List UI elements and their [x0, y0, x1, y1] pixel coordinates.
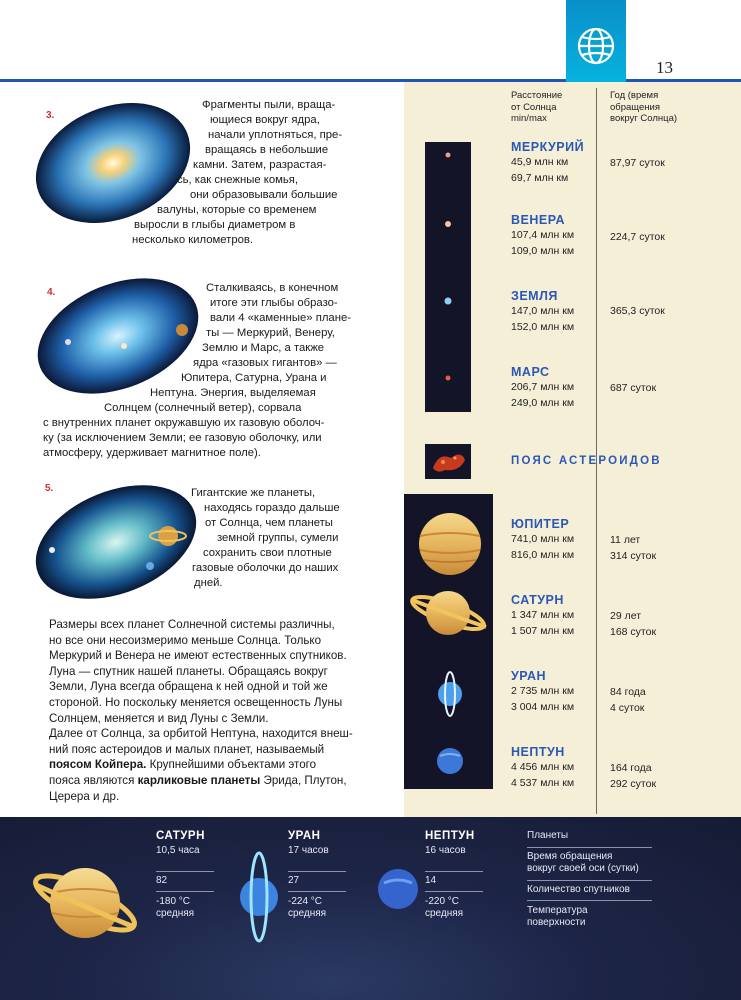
distance-max: 1 507 млн км — [511, 625, 575, 637]
rotation-period: 10,5 часа — [156, 845, 200, 856]
text-line: Солнцем (солнечный ветер), сорвала — [104, 402, 302, 414]
col-header-distance — [511, 90, 562, 125]
distance-max: 249,0 млн км — [511, 397, 575, 409]
asteroid-belt-label: ПОЯС АСТЕРОИДОВ — [511, 455, 662, 467]
orbital-period-uranus — [610, 684, 646, 716]
period-days: 4 суток — [610, 702, 645, 714]
uranus-facts — [288, 830, 346, 920]
neptune-icon — [437, 748, 463, 774]
period-days: 168 суток — [610, 626, 657, 638]
text-line: камни. Затем, разрастая- — [193, 159, 327, 171]
text-line: вращаясь в небольшие — [205, 144, 329, 156]
text-line: Церера и др. — [49, 789, 120, 803]
step-4-text — [0, 281, 420, 461]
distance-min: 147,0 млн км — [511, 305, 575, 317]
distance-min: 741,0 млн км — [511, 533, 575, 545]
text-line: с внутренних планет окружавшую их газовую оболоч- — [43, 417, 325, 429]
header-line: Расстояние — [511, 90, 563, 101]
planet-name: САТУРН — [156, 830, 205, 842]
text-line: Солнцем, меняется и вид Луны с Земли. — [49, 711, 269, 725]
uranus-large-icon — [236, 847, 282, 947]
text-line: ядра «газовых гигантов» — — [193, 357, 337, 369]
saturn-facts — [156, 830, 214, 920]
neptune-facts — [425, 830, 483, 920]
moons-count: 14 — [425, 875, 437, 886]
distance-max: 4 537 млн км — [511, 777, 575, 789]
body-paragraph — [49, 617, 404, 804]
planet-row-mars — [511, 365, 574, 411]
text-line: Юпитера, Сатурна, Урана и — [181, 372, 327, 384]
mars-dot — [446, 376, 451, 381]
rotation-period: 17 часов — [288, 845, 329, 856]
text-line: ку (за исключением Земли; ее газовую оболочку, или — [43, 432, 322, 444]
header-line: от Солнца — [511, 101, 557, 113]
period-days: 292 суток — [610, 778, 657, 790]
distance-min: 1 347 млн км — [511, 609, 575, 621]
text-line: валуны, которые со временем — [157, 204, 317, 216]
temperature-note: средняя — [425, 908, 464, 919]
divider — [425, 891, 483, 892]
text-line: начали уплотняться, пре- — [208, 129, 343, 141]
text-line: ющиеся вокруг ядра, — [210, 114, 320, 126]
divider — [425, 871, 483, 872]
distance-max: 3 004 млн км — [511, 701, 575, 713]
neptune-large-icon — [376, 867, 420, 911]
planet-name: ЮПИТЕР — [511, 517, 570, 531]
period-years: 29 лет — [610, 610, 642, 622]
text-line: несколько километров. — [132, 234, 254, 246]
planet-name: УРАН — [288, 830, 321, 842]
step-number-3: 3. — [46, 110, 55, 121]
text-line: стороной. Но поскольку меняется освещенность Луны — [49, 695, 343, 709]
period-years: 11 лет — [610, 534, 641, 546]
text-line: ний пояс астероидов и малых планет, называемый — [49, 742, 325, 756]
orbital-period: 687 суток — [610, 382, 657, 394]
page-number: 13 — [656, 58, 673, 77]
text-line: но все они несоизмеримо меньше Солнца. Только — [49, 633, 322, 647]
planet-name: ВЕНЕРА — [511, 213, 565, 227]
period-years: 164 года — [610, 762, 652, 774]
temperature-note: средняя — [288, 908, 327, 919]
text-line: итоге эти глыбы образо- — [210, 297, 338, 309]
text-fragment: пояса являются — [49, 773, 138, 787]
text-fragment: Эрида, Плутон, — [260, 773, 347, 787]
divider — [527, 847, 652, 848]
planet-name: УРАН — [511, 669, 547, 683]
moons-count: 82 — [156, 875, 168, 886]
text-line: Далее от Солнца, за орбитой Нептуна, находится внеш- — [49, 727, 353, 741]
distance-min: 107,4 млн км — [511, 229, 575, 241]
divider — [288, 891, 346, 892]
col-header-year — [610, 90, 677, 125]
text-line: Нептуна. Энергия, выделяемая — [150, 387, 316, 399]
divider — [527, 880, 652, 881]
moons-count: 27 — [288, 875, 300, 886]
text-line: Луна — спутник нашей планеты. Обращаясь вокруг — [49, 664, 328, 678]
header-line: min/max — [511, 113, 547, 124]
temperature: -180 °С — [156, 896, 191, 907]
temperature-note: средняя — [156, 908, 195, 919]
jupiter-icon — [419, 513, 481, 575]
divider — [288, 871, 346, 872]
uranus-icon — [438, 672, 462, 716]
section-tab — [566, 0, 626, 82]
header-line: Год (время — [610, 90, 659, 101]
step-number-5: 5. — [45, 483, 54, 494]
planet-row-saturn — [511, 593, 574, 639]
step-5-text — [0, 486, 420, 591]
planet-row-mercury — [511, 140, 584, 186]
distance-min: 4 456 млн км — [511, 761, 575, 773]
orbital-period-neptune — [610, 760, 656, 792]
planet-row-uranus — [511, 669, 574, 715]
distance-max: 816,0 млн км — [511, 549, 575, 561]
dwarf-planets-term: карликовые планеты — [137, 773, 261, 787]
planet-name: МАРС — [511, 365, 550, 379]
planet-name: МЕРКУРИЙ — [511, 140, 585, 154]
saturn-icon — [409, 591, 487, 636]
text-line: сь, как снежные комья, — [177, 174, 299, 186]
inner-planets-strip — [425, 142, 471, 412]
distance-min: 2 735 млн км — [511, 685, 575, 697]
planet-row-jupiter — [511, 517, 574, 563]
divider — [156, 871, 214, 872]
text-line: атмосферу, удерживает магнитное поле). — [43, 447, 261, 459]
distance-max: 109,0 млн км — [511, 245, 575, 257]
step-number-4: 4. — [47, 287, 56, 298]
distance-min: 45,9 млн км — [511, 156, 569, 168]
text-line: они образовывали большие — [190, 189, 338, 201]
text-line: вали 4 «каменные» плане- — [210, 312, 352, 324]
globe-icon — [566, 0, 626, 82]
saturn-large-icon — [28, 845, 143, 960]
legend-temperature-unit: поверхности — [527, 917, 586, 928]
text-line: от Солнца, чем планеты — [205, 517, 333, 529]
text-line: Земли, Луна всегда обращена к ней одной и той же — [49, 680, 328, 694]
legend-moons: Количество спутников — [527, 884, 630, 895]
planet-name: НЕПТУН — [511, 745, 565, 759]
orbital-period-jupiter — [610, 532, 656, 564]
distance-min: 206,7 млн км — [511, 381, 575, 393]
period-days: 314 суток — [610, 550, 657, 562]
asteroid-belt-image — [425, 444, 471, 479]
column-divider — [596, 88, 597, 814]
text-line: Сталкиваясь, в конечном — [206, 282, 339, 294]
text-line: Меркурий и Венера не имеют естественных спутников. — [49, 649, 347, 663]
text-line: земной группы, сумели — [217, 532, 339, 544]
text-fragment: Крупнейшими объектами этого — [146, 758, 317, 772]
text-line: ты — Меркурий, Венеру, — [206, 327, 335, 339]
planet-name: САТУРН — [511, 593, 564, 607]
temperature: -224 °С — [288, 896, 323, 907]
earth-dot — [445, 298, 452, 305]
header-line: обращения — [610, 101, 660, 113]
text-line — [49, 773, 404, 789]
temperature: -220 °С — [425, 896, 460, 907]
orbital-period: 224,7 суток — [610, 231, 665, 243]
text-line: выросли в глыбы диаметром в — [134, 219, 296, 231]
legend-planets: Планеты — [527, 830, 569, 841]
text-line: Фрагменты пыли, враща- — [202, 99, 336, 111]
planet-row-earth — [511, 289, 574, 335]
giants-facts-band — [0, 817, 741, 1000]
distance-max: 152,0 млн км — [511, 321, 575, 333]
header-line: вокруг Солнца) — [610, 113, 678, 124]
facts-legend — [527, 830, 652, 929]
text-line: находясь гораздо дальше — [204, 502, 340, 514]
planet-row-neptune — [511, 745, 574, 791]
text-line: сохранить свои плотные — [203, 547, 332, 559]
legend-rotation: Время обращения — [527, 851, 613, 862]
venus-dot — [445, 221, 451, 227]
divider — [527, 900, 652, 901]
kuiper-belt-term: поясом Койпера. — [49, 758, 147, 772]
text-line: Гигантские же планеты, — [191, 487, 316, 499]
divider — [156, 891, 214, 892]
distance-max: 69,7 млн км — [511, 172, 569, 184]
orbital-period-saturn — [610, 608, 656, 640]
step-3-text — [0, 98, 420, 248]
legend-rotation-unit: вокруг своей оси (сутки) — [527, 863, 639, 874]
planet-row-venus — [511, 213, 574, 259]
planet-name: ЗЕМЛЯ — [511, 289, 558, 303]
text-line: Землю и Марс, а также — [202, 342, 325, 354]
orbital-period: 87,97 суток — [610, 157, 665, 169]
mercury-dot — [446, 153, 451, 158]
rotation-period: 16 часов — [425, 845, 466, 856]
outer-planets-strip — [404, 494, 493, 789]
planet-name: НЕПТУН — [425, 830, 475, 842]
orbital-period: 365,3 суток — [610, 305, 665, 317]
period-years: 84 года — [610, 686, 646, 698]
text-line: дней. — [194, 577, 223, 589]
legend-temperature: Температура — [527, 905, 588, 916]
text-line: Размеры всех планет Солнечной системы различны, — [49, 618, 335, 631]
text-line — [49, 757, 404, 773]
text-line: газовые оболочки до наших — [192, 562, 339, 574]
